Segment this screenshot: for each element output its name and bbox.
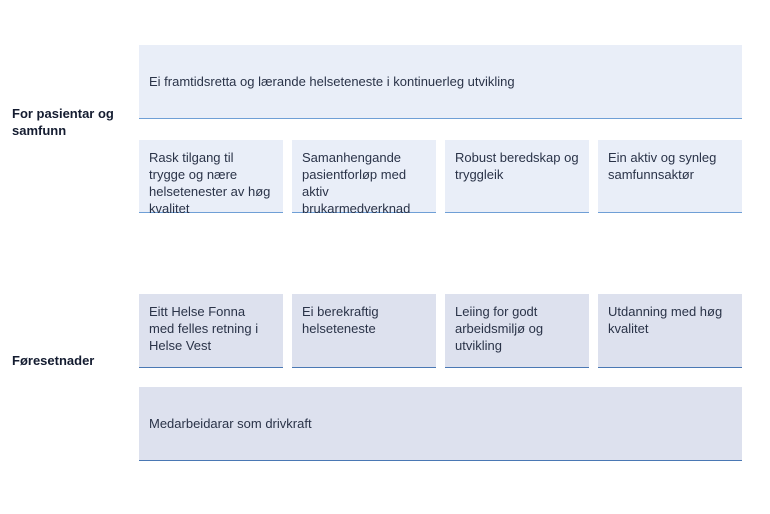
goal-box-3: Robust beredskap og tryggleik [445, 140, 589, 213]
foundation-box: Medarbeidarar som drivkraft [139, 387, 742, 461]
vision-box: Ei framtidsretta og lærande helseteneste i kontinuerleg utvikling [139, 45, 742, 119]
goal-box-1: Rask tilgang til trygge og nære helsetenester av høg kvalitet [139, 140, 283, 213]
prerequisite-box-4: Utdanning med høg kvalitet [598, 294, 742, 368]
prerequisite-box-1: Eitt Helse Fonna med felles retning i Helse Vest [139, 294, 283, 368]
label-foresetnader: Føresetnader [12, 353, 95, 368]
prerequisite-box-3: Leiing for godt arbeidsmiljø og utvikling [445, 294, 589, 368]
prerequisite-box-2: Ei berekraftig helseteneste [292, 294, 436, 368]
goal-box-2: Samanhengande pasientforløp med aktiv brukarmedverknad [292, 140, 436, 213]
goal-box-4: Ein aktiv og synleg samfunnsaktør [598, 140, 742, 213]
label-pasientar-samfunn: For pasientar og samfunn [12, 106, 114, 138]
